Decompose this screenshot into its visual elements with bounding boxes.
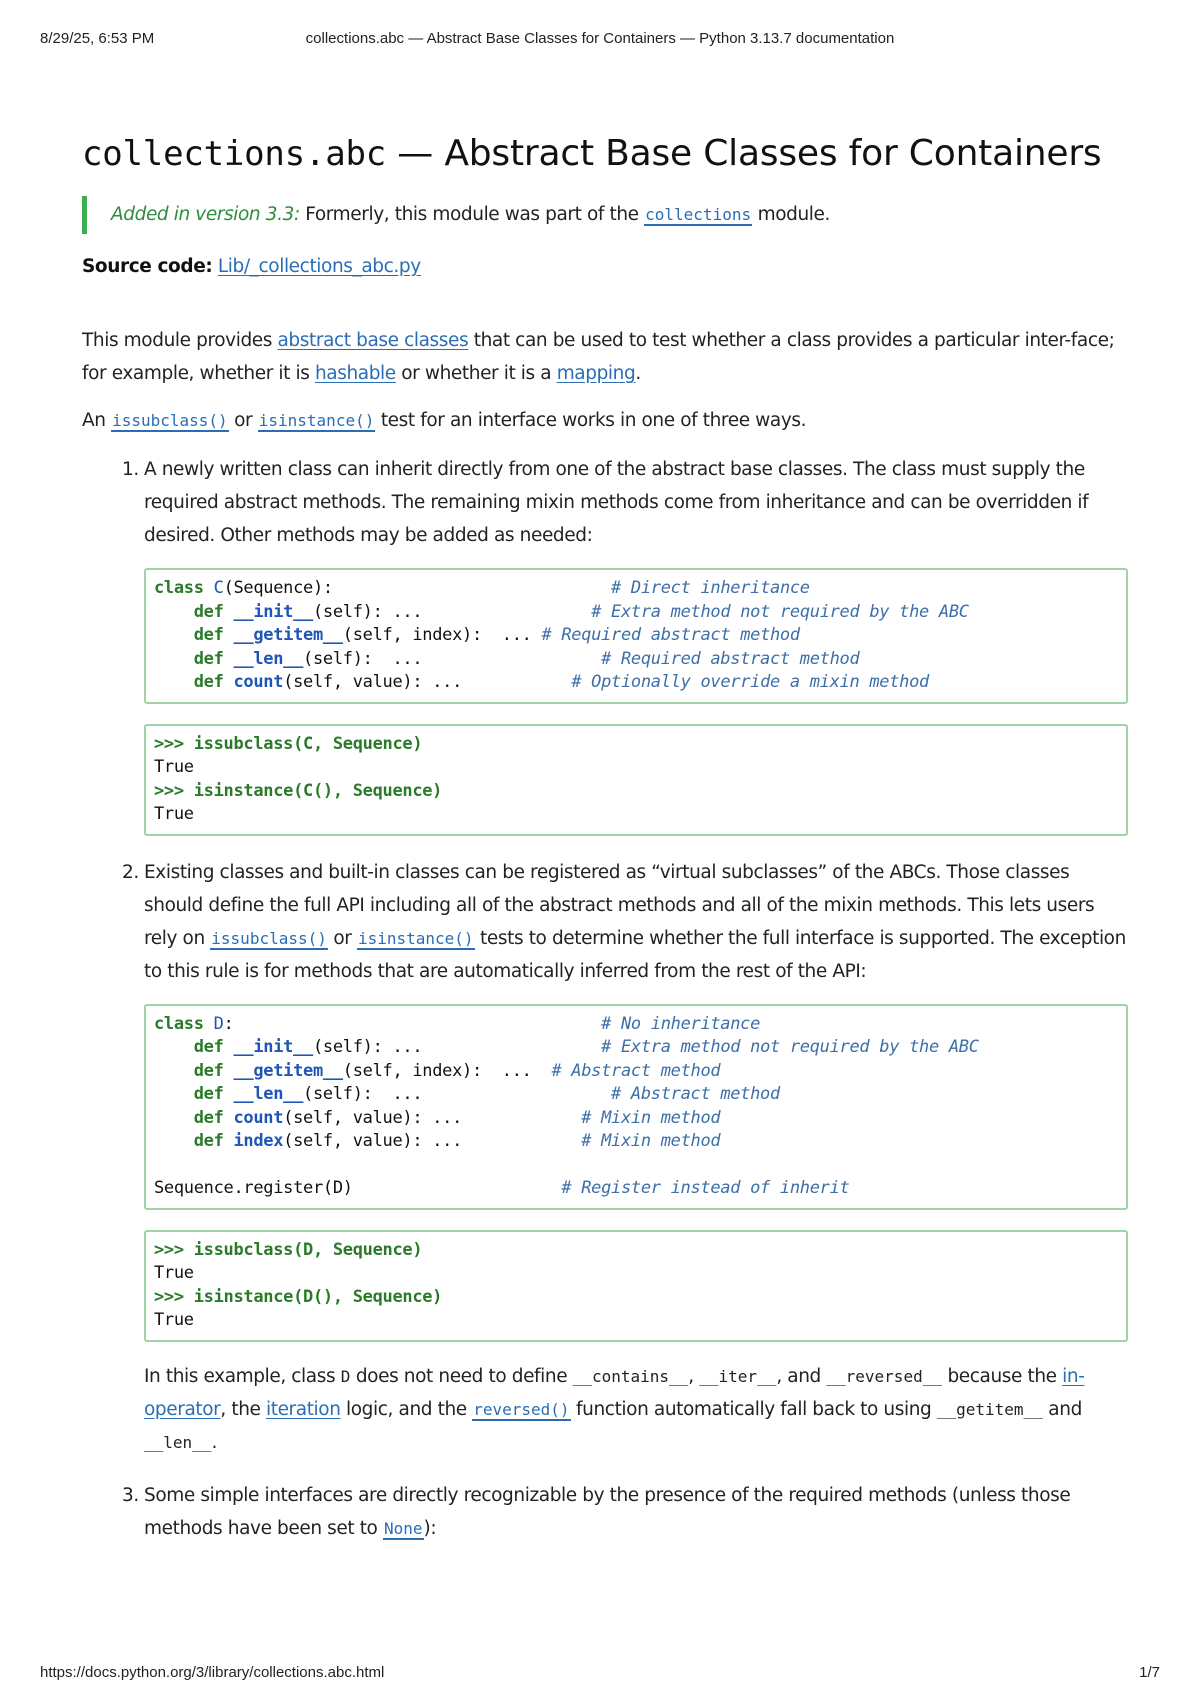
step-1-text: A newly written class can inherit directly from one of the abstract base classes. The class must supply the required abstract methods. The remaining mixin methods come from inheritance and can be overridden if desired. Other methods may be added as needed: [144,459,1089,546]
code-comment: # Direct inheritance [611,578,810,598]
code-comment: # Required abstract method [601,648,860,669]
code-token: class [154,1013,204,1034]
page-title-rest: — Abstract Base Classes for Containers [386,133,1102,174]
repl-output: True [154,1310,194,1330]
code-token: __init__ [233,1037,313,1057]
step-2-text: tests to determine whether the full interface is supported. The exception to this rule is for methods that are automatically inferred from the rest of the API: [144,927,1126,982]
code-token: (Sequence): [223,578,333,598]
ways-paragraph [82,404,1128,437]
source-code-line [82,254,1128,280]
code-token: (self, value): ... [283,1107,463,1128]
repl-input: issubclass(C, Sequence) [193,733,423,754]
print-page-number: 1/7 [1139,1664,1160,1681]
list-number: 1. [122,459,139,480]
print-url: https://docs.python.org/3/library/collections.abc.html [40,1664,385,1681]
version-added-label: Added in version 3.3: [111,204,300,225]
repl-prompt: >>> [154,733,184,754]
step-3-text: ): [423,1517,437,1539]
code-token: D [213,1013,224,1034]
intro-text: or whether it is a [395,363,557,384]
code-token: (self): ... [312,601,423,622]
ways-text: test for an interface works in one of three ways. [375,410,807,431]
intro-paragraph [82,324,1128,390]
page-title [82,130,1128,178]
code-token: (self): ... [312,1037,423,1057]
repl-output: True [154,757,194,777]
code-token: __getitem__ [233,625,343,645]
inline-code: __iter__ [699,1366,777,1386]
code-token: : [223,1013,234,1034]
explanation-text: because the [941,1365,1063,1387]
explanation-text: , and [776,1365,827,1387]
code-comment: # Abstract method [611,1084,780,1104]
code-token: (self, index): ... [342,1060,532,1081]
hashable-link[interactable]: hashable [314,363,396,384]
ways-text: An [82,410,112,431]
mapping-link[interactable]: mapping [556,363,636,384]
list-item [82,856,1128,1459]
print-page-title: collections.abc — Abstract Base Classes for Containers — Python 3.13.7 documentation [305,30,895,47]
inline-code: __len__ [144,1432,212,1452]
main-content [82,130,1128,1545]
explanation-text: In this example, class [144,1365,341,1387]
explanation-text: . [211,1431,217,1453]
abstract-base-classes-link[interactable]: abstract base classes [277,330,469,351]
none-link[interactable]: None [383,1518,423,1538]
code-token: __len__ [233,648,304,669]
code-token: def [193,672,224,692]
explanation-text: logic, and the [340,1398,473,1420]
code-comment: # Mixin method [581,1107,721,1128]
code-comment: # Abstract method [551,1060,721,1081]
print-footer [40,1664,1160,1686]
explanation-text: , [688,1365,700,1387]
step-2-explanation [144,1360,1128,1459]
code-token: count [233,1107,284,1128]
step-2-text: or [327,927,357,949]
intro-text: This module provides [82,330,278,351]
explanation-text: does not need to define [350,1365,573,1387]
code-comment: # Extra method not required by the ABC [601,1037,979,1057]
code-token: (self, value): ... [283,672,463,692]
code-block-class-c [144,568,1128,704]
print-datetime: 8/29/25, 6:53 PM [40,30,155,47]
code-token: __init__ [233,601,313,622]
in-operator-link[interactable]: in-operator [144,1365,1085,1420]
inline-code: __reversed__ [826,1366,942,1386]
code-block-class-d [144,1004,1128,1210]
code-comment: # Extra method not required by the ABC [591,601,969,622]
repl-prompt: >>> [154,1286,184,1307]
collections-module-link[interactable]: collections [645,205,752,224]
repl-input: isinstance(D(), Sequence) [193,1286,443,1307]
inline-code: __contains__ [572,1366,689,1386]
repl-block-class-d [144,1230,1128,1342]
code-token: def [193,601,224,622]
list-number: 3. [122,1484,139,1506]
list-item [82,453,1128,836]
inline-code: D [340,1366,351,1386]
iteration-link[interactable]: iteration [265,1398,341,1420]
repl-output: True [154,1263,194,1283]
page-title-module: collections.abc [82,134,387,174]
code-comment: # Optionally override a mixin method [571,672,929,692]
code-token: (self): ... [303,648,423,669]
explanation-text: and [1042,1398,1082,1420]
version-added-note [82,196,1128,234]
source-code-link[interactable]: Lib/_collections_abc.py [217,256,421,277]
repl-output: True [154,804,194,824]
ways-list [82,453,1128,1545]
code-token: def [193,625,224,645]
inline-code: __getitem__ [936,1399,1043,1419]
isinstance-link[interactable]: isinstance() [357,928,474,948]
code-token: __len__ [233,1084,304,1104]
code-comment: # Required abstract method [541,625,800,645]
code-token: def [193,1107,224,1128]
code-comment: # Mixin method [581,1131,721,1151]
repl-block-class-c [144,724,1128,836]
version-added-text: Formerly, this module was part of the [299,204,645,225]
code-comment: # No inheritance [601,1013,761,1034]
ways-text: or [228,410,258,431]
code-token: def [193,1060,224,1081]
issubclass-link[interactable]: issubclass() [211,928,327,948]
repl-input: isinstance(C(), Sequence) [193,780,443,801]
code-comment: # Register instead of inherit [561,1178,850,1198]
code-token: def [193,1131,224,1151]
source-code-label: Source code: [82,256,213,277]
list-item [82,1479,1128,1545]
code-token: C [213,578,224,598]
intro-text: that can be used to test whether a class provides a particular inter-face; for example, whether it is [82,330,1115,384]
step-2-text: Existing classes and built-in classes can be registered as “virtual subclasses” of the ABCs. Those classes should define the full API including all of the abstract methods and all of the mixin methods. This lets users rely on [144,861,1095,949]
code-token: def [193,1037,224,1057]
code-token: (self, value): ... [283,1131,463,1151]
intro-text: . [635,363,641,384]
reversed-link[interactable]: reversed() [473,1399,570,1419]
isinstance-link[interactable]: isinstance() [258,411,375,430]
explanation-text: , the [220,1398,266,1420]
repl-prompt: >>> [154,780,184,801]
repl-prompt: >>> [154,1239,184,1260]
code-token: index [233,1131,284,1151]
code-token: Sequence.register(D) [154,1178,353,1198]
code-token: def [193,648,224,669]
step-3-text: Some simple interfaces are directly recognizable by the presence of the required methods (unless those methods have been set to [144,1484,1071,1539]
print-header [40,30,1160,52]
explanation-text: function automatically fall back to using [570,1398,937,1420]
code-token: count [233,672,284,692]
code-token: def [193,1084,224,1104]
code-token: (self): ... [303,1084,423,1104]
issubclass-link[interactable]: issubclass() [112,411,228,430]
code-token: class [154,578,204,598]
version-added-text-end: module. [752,204,831,225]
code-token: (self, index): ... [342,625,532,645]
repl-input: issubclass(D, Sequence) [193,1239,423,1260]
list-number: 2. [122,861,139,883]
code-token: __getitem__ [233,1060,343,1081]
